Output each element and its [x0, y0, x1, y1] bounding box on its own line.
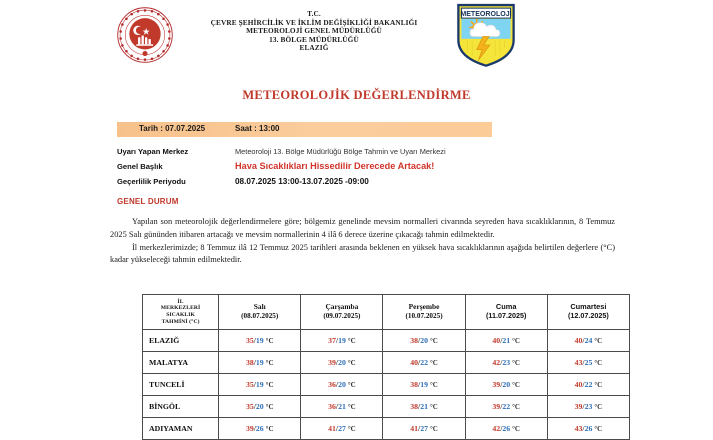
info-row-center — [117, 147, 617, 162]
logo-text: METEOROLOJİ — [460, 11, 512, 19]
temp-cell: 35/19 °C — [219, 330, 301, 352]
city-name: BİNGÖL — [143, 396, 219, 418]
temp-cell: 35/20 °C — [219, 396, 301, 418]
table-row — [143, 374, 630, 396]
city-name: TUNCELİ — [143, 374, 219, 396]
hdr-first-line-4: TAHMİNİ (°C) — [161, 318, 200, 325]
header-line-3: METEOROLOJİ GENEL MÜDÜRLÜĞÜ — [246, 26, 382, 36]
header-line-1: T.C. — [307, 9, 321, 18]
header-title-block — [178, 10, 450, 53]
header-line-4: 13. BÖLGE MÜDÜRLÜĞÜ — [269, 34, 359, 44]
col-date-4: (12.07.2025) — [568, 311, 609, 321]
city-name: ELAZIĞ — [143, 330, 219, 352]
info-label-validity: Geçerlilik Periyodu — [117, 177, 186, 186]
time-label: Saat : 13:00 — [235, 124, 280, 133]
table-header-col-3 — [465, 295, 547, 330]
section-title-genel-durum: GENEL DURUM — [117, 197, 179, 206]
col-day-0: Salı — [253, 302, 266, 312]
table-row — [143, 396, 630, 418]
table-header-col-2 — [383, 295, 465, 330]
table-header-col-1 — [301, 295, 383, 330]
col-day-3: Cuma — [495, 302, 517, 312]
temp-cell: 35/19 °C — [219, 374, 301, 396]
forecast-table — [142, 294, 630, 440]
header-line-2: ÇEVRE ŞEHİRCİLİK VE İKLİM DEĞİŞİKLİĞİ BAKANLIĞI — [210, 17, 418, 27]
info-row-headline — [117, 162, 617, 177]
temp-cell: 40/21 °C — [465, 330, 547, 352]
table-header-row — [143, 295, 630, 330]
hdr-first-line-3: SICAKLIK — [166, 312, 195, 318]
temp-cell: 41/27 °C — [301, 418, 383, 440]
body-text-block — [110, 216, 615, 267]
info-block — [117, 147, 617, 192]
forecast-table-body — [143, 330, 630, 440]
col-date-1: (09.07.2025) — [323, 312, 361, 321]
temp-cell: 38/20 °C — [383, 330, 465, 352]
document-header — [0, 0, 713, 72]
temp-cell: 42/23 °C — [465, 352, 547, 374]
temp-cell: 39/23 °C — [547, 396, 629, 418]
col-date-2: (10.07.2025) — [405, 312, 443, 321]
paragraph-1: Yapılan son meteorolojik değerlendirmelere göre; bölgemiz genelinde mevsim normalleri civarında seyreden hava sıcaklıklarının, 8 Temmuz 2025 Salı gününden itibaren artacağı ve mevsim normallerinin 4 ilâ 6 derece üzerine çıkacağı tahmin edilmektedir. — [110, 217, 615, 239]
city-name: ADIYAMAN — [143, 418, 219, 440]
col-date-3: (11.07.2025) — [486, 311, 527, 321]
table-row — [143, 330, 630, 352]
table-header-col-0 — [219, 295, 301, 330]
temp-cell: 36/21 °C — [301, 396, 383, 418]
temp-cell: 42/26 °C — [465, 418, 547, 440]
info-label-center: Uyarı Yapan Merkez — [117, 147, 189, 156]
temp-cell: 38/21 °C — [383, 396, 465, 418]
info-value-headline: Hava Sıcaklıkları Hissedilir Derecede Artacak! — [235, 161, 435, 171]
temp-cell: 39/26 °C — [219, 418, 301, 440]
info-label-headline: Genel Başlık — [117, 162, 163, 171]
temp-cell: 39/20 °C — [465, 374, 547, 396]
temp-cell: 43/25 °C — [547, 352, 629, 374]
table-header-first-col — [143, 295, 219, 330]
temp-cell: 37/19 °C — [301, 330, 383, 352]
temp-cell: 39/22 °C — [465, 396, 547, 418]
temp-cell: 40/22 °C — [383, 352, 465, 374]
temp-cell: 43/26 °C — [547, 418, 629, 440]
paragraph-2: İl merkezlerimizde; 8 Temmuz ilâ 12 Temmuz 2025 tarihleri arasında beklenen en yüksek hava sıcaklıklarının aşağıda belirtilen değerlere (°C) kadar yükseleceği tahmin edilmektedir. — [110, 242, 615, 265]
info-value-validity: 08.07.2025 13:00-13.07.2025 -09:00 — [235, 177, 369, 186]
page-title: METEOROLOJİK DEĞERLENDİRME — [242, 88, 471, 102]
temp-cell: 39/20 °C — [301, 352, 383, 374]
date-label: Tarih : 07.07.2025 — [139, 124, 206, 133]
temp-cell: 38/19 °C — [383, 374, 465, 396]
ministry-emblem-icon — [116, 6, 174, 64]
info-row-validity — [117, 177, 617, 192]
table-row — [143, 418, 630, 440]
hdr-first-line-1: İL — [177, 298, 184, 305]
col-day-4: Cumartesi — [570, 302, 607, 312]
table-row — [143, 352, 630, 374]
col-date-0: (08.07.2025) — [241, 312, 279, 321]
col-day-2: Perşembe — [408, 302, 440, 312]
temp-cell: 40/24 °C — [547, 330, 629, 352]
col-day-1: Çarşamba — [325, 302, 359, 312]
temp-cell: 41/27 °C — [383, 418, 465, 440]
header-line-5: ELAZIĞ — [299, 43, 329, 53]
date-time-bar — [117, 122, 492, 137]
temp-cell: 38/19 °C — [219, 352, 301, 374]
table-header-col-4 — [547, 295, 629, 330]
info-value-center: Meteoroloji 13. Bölge Müdürlüğü Bölge Tahmin ve Uyarı Merkezi — [235, 147, 446, 156]
hdr-first-line-2: MERKEZLERİ — [160, 305, 201, 312]
temp-cell: 36/20 °C — [301, 374, 383, 396]
meteoroloji-shield-logo — [455, 2, 517, 68]
city-name: MALATYA — [143, 352, 219, 374]
temp-cell: 40/22 °C — [547, 374, 629, 396]
